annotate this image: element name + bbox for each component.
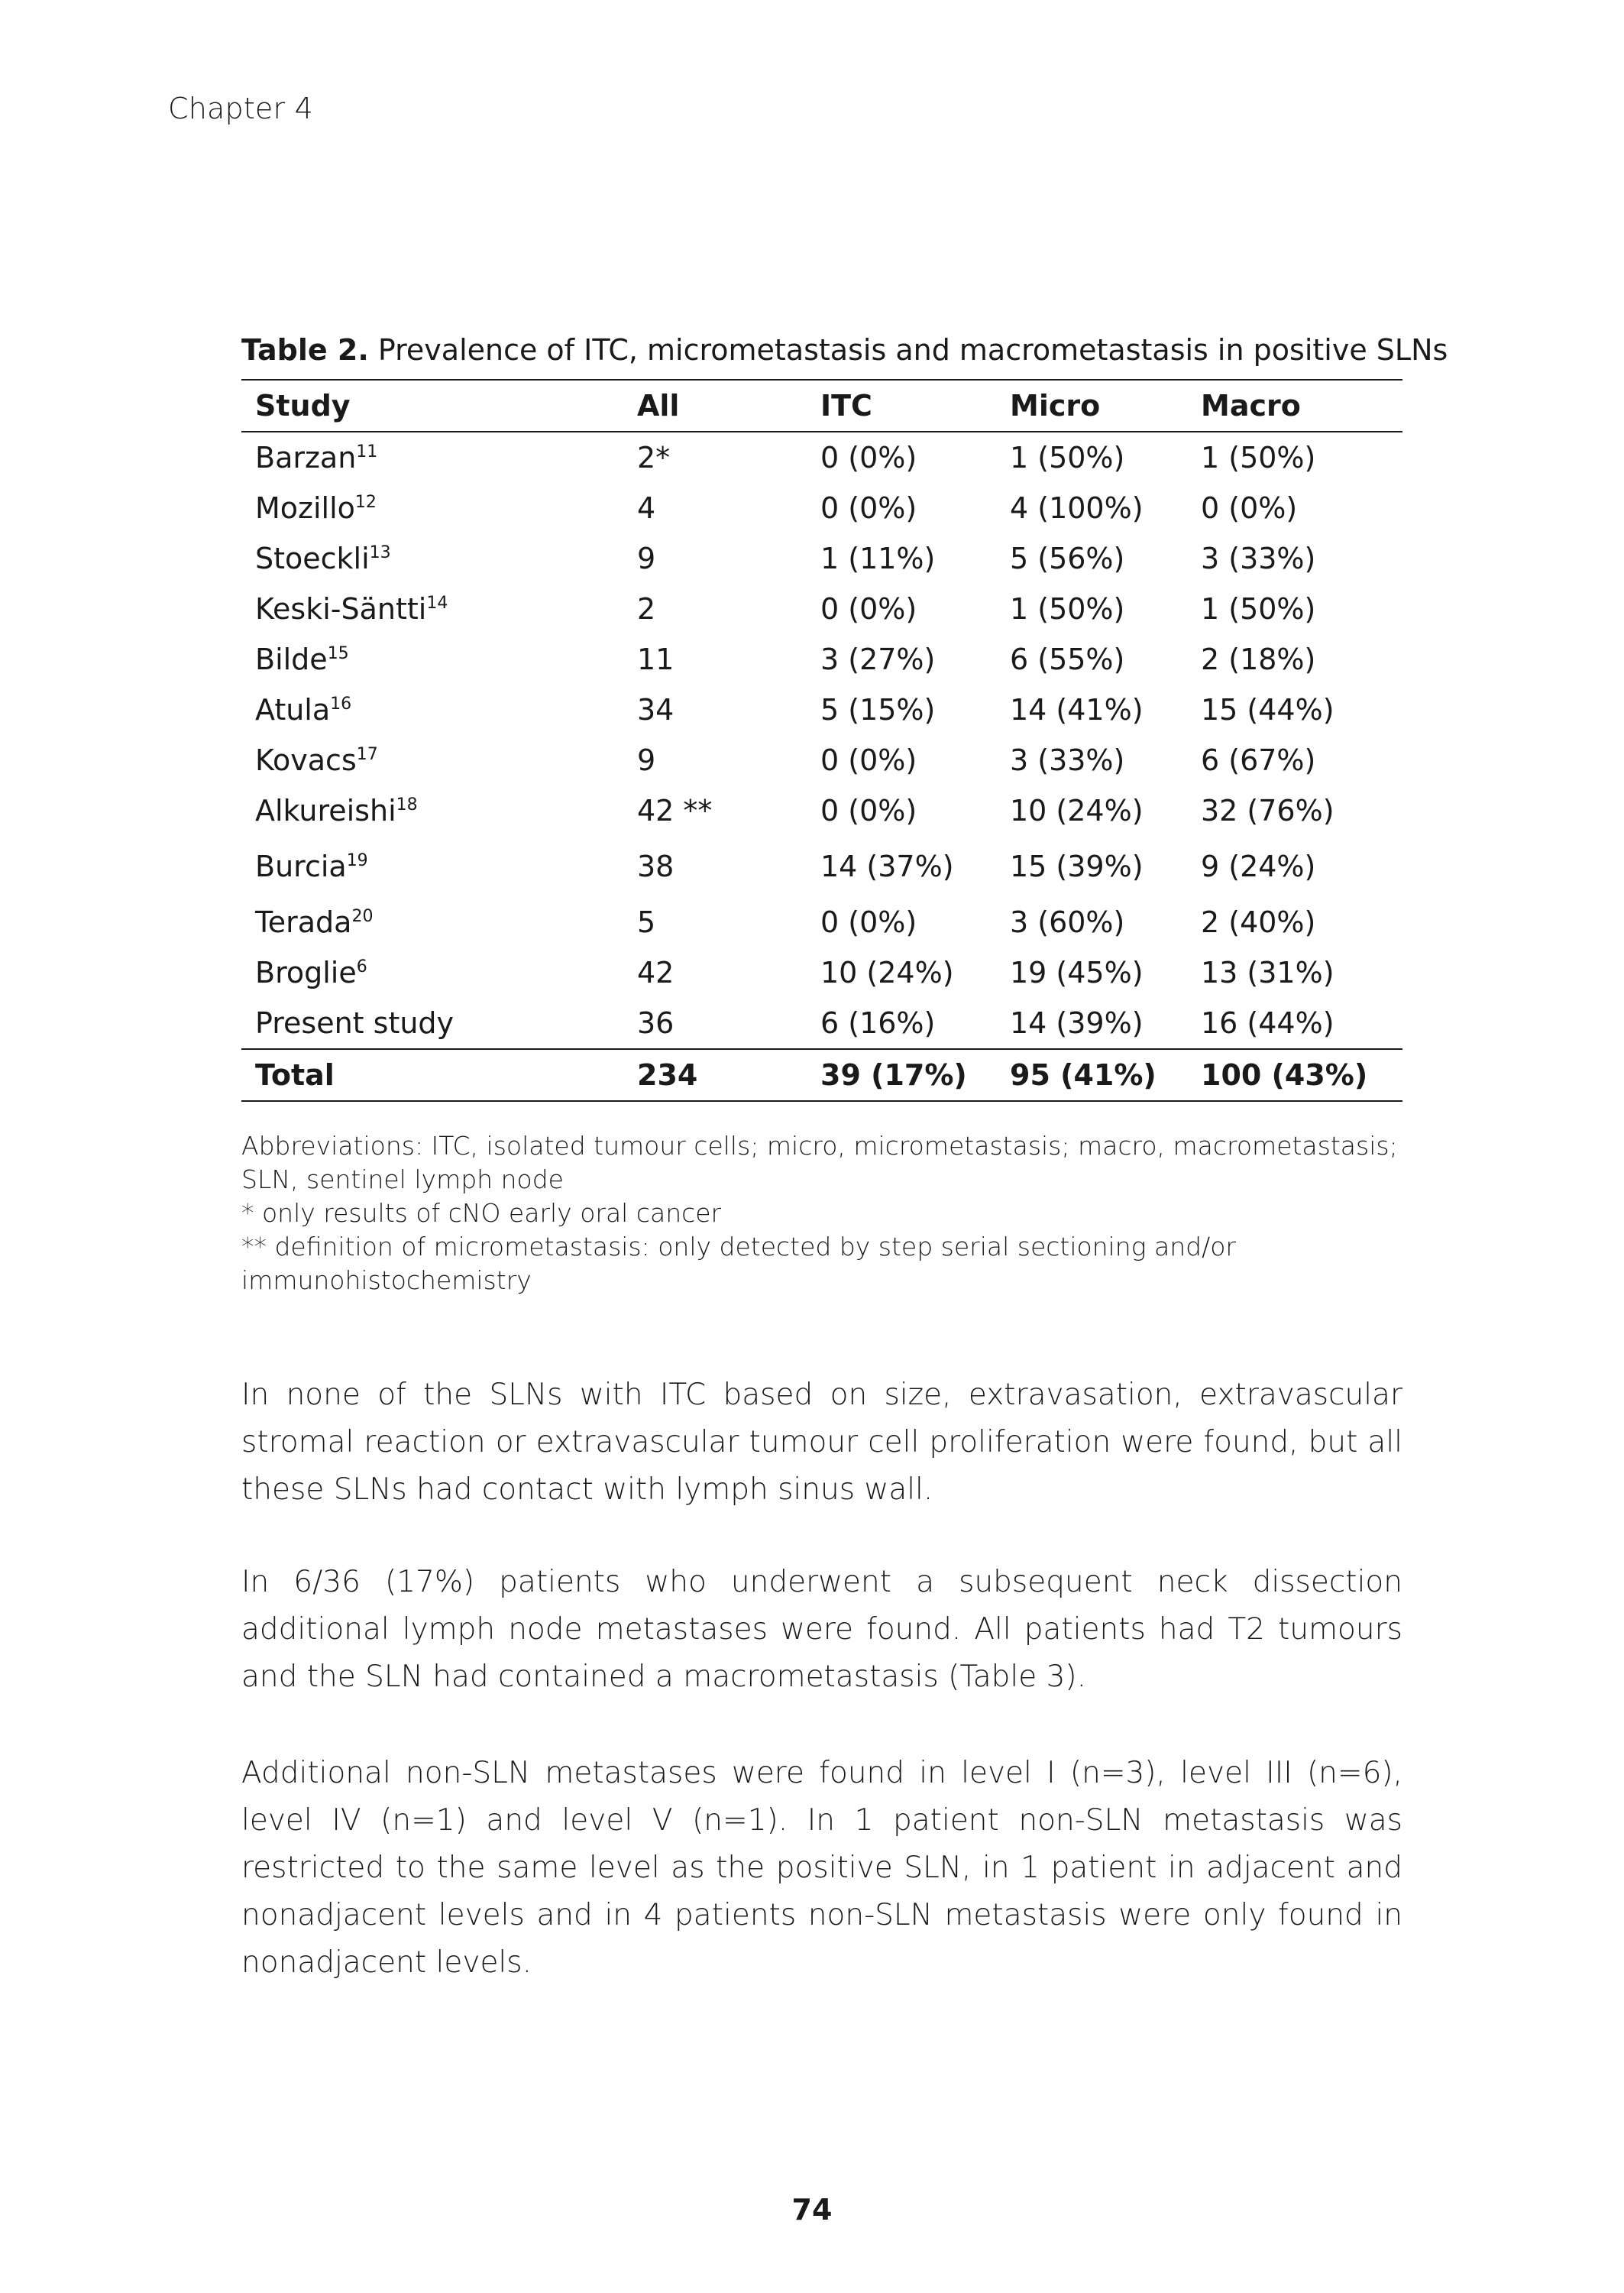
all-cell: 38 <box>637 850 675 883</box>
study-cell: Mozillo$^{12}$ <box>255 491 377 525</box>
table-row <box>241 483 1402 533</box>
micro-cell: 1 (50%) <box>1010 592 1125 626</box>
study-cell: Keski-Säntti$^{14}$ <box>255 592 448 626</box>
macro-cell: 15 (44%) <box>1201 693 1334 727</box>
total-micro-cell: 95 (41%) <box>996 1049 1187 1101</box>
column-header-all: All <box>623 380 807 432</box>
micro-cell: 19 (45%) <box>1010 956 1144 989</box>
reference-number: 14 <box>426 594 448 613</box>
table-total-row <box>241 1049 1402 1101</box>
reference-number: 20 <box>351 907 374 926</box>
reference-number: 17 <box>356 745 378 764</box>
table-row <box>241 432 1402 483</box>
all-cell: 9 <box>637 542 656 575</box>
micro-cell: 3 (60%) <box>1010 905 1125 939</box>
micro-cell: 14 (39%) <box>1010 1006 1144 1040</box>
itc-cell: 3 (27%) <box>820 643 936 676</box>
all-cell: 2 <box>637 592 656 626</box>
study-cell: Kovacs$^{17}$ <box>255 743 378 777</box>
reference-number: 16 <box>330 695 352 714</box>
study-cell: Broglie$^6$ <box>255 956 367 989</box>
table-row <box>241 533 1402 584</box>
table-row <box>241 685 1402 735</box>
macro-cell: 3 (33%) <box>1201 542 1316 575</box>
itc-cell: 0 (0%) <box>820 905 917 939</box>
table-footnotes <box>241 1129 1402 1297</box>
macro-cell: 1 (50%) <box>1201 441 1316 474</box>
study-cell: Bilde$^{15}$ <box>255 643 349 676</box>
micro-cell: 6 (55%) <box>1010 643 1125 676</box>
reference-number: 19 <box>346 851 368 870</box>
reference-number: 15 <box>327 644 349 663</box>
table-row <box>241 634 1402 685</box>
itc-cell: 6 (16%) <box>820 1006 936 1040</box>
all-cell: 4 <box>637 491 656 525</box>
macro-cell: 6 (67%) <box>1201 743 1316 777</box>
column-header-macro: Macro <box>1187 380 1402 432</box>
reference-number: 18 <box>396 795 418 815</box>
column-header-study: Study <box>241 380 623 432</box>
table-block <box>241 329 1448 1297</box>
footnote-abbreviations: Abbreviations: ITC, isolated tumour cells; micro, micrometastasis; macro, macrometastasis; <box>241 1131 1398 1161</box>
micro-cell: 10 (24%) <box>1010 794 1144 827</box>
micro-cell: 14 (41%) <box>1010 693 1144 727</box>
study-cell: Atula$^{16}$ <box>255 693 352 727</box>
page-number: 74 <box>791 2193 833 2227</box>
reference-number: 12 <box>354 493 377 512</box>
table-row <box>241 785 1402 836</box>
itc-cell: 0 (0%) <box>820 491 917 525</box>
total-macro-cell: 100 (43%) <box>1187 1049 1402 1101</box>
macro-cell: 2 (18%) <box>1201 643 1316 676</box>
reference-number: 6 <box>356 957 367 976</box>
table-row <box>241 947 1402 998</box>
itc-cell: 10 (24%) <box>820 956 954 989</box>
total-itc-cell: 39 (17%) <box>807 1049 996 1101</box>
table-row <box>241 998 1402 1049</box>
itc-cell: 0 (0%) <box>820 794 917 827</box>
total-label-cell: Total <box>241 1049 623 1101</box>
body-paragraph-1: In none of the SLNs with ITC based on size, extravasation, extravascular stromal reaction or extravascular tumour cell proliferation were found, but all these SLNs had contact with lymph sinus wall. <box>241 1378 1402 1507</box>
running-header: Chapter 4 <box>168 92 313 125</box>
macro-cell: 16 (44%) <box>1201 1006 1334 1040</box>
itc-cell: 0 (0%) <box>820 743 917 777</box>
table-caption <box>241 329 1448 371</box>
micro-cell: 5 (56%) <box>1010 542 1125 575</box>
itc-cell: 0 (0%) <box>820 441 917 474</box>
table-row <box>241 735 1402 785</box>
body-paragraph-3: Additional non-SLN metastases were found in level I (n=3), level III (n=6), level IV (n=1) and level V (n=1). In 1 patient non-SLN metastasis was restricted to the same level as the positive SLN, in 1 patient in adjacent and nonadjacent levels and in 4 patients non-SLN metastasis were only found in nonadjacent levels. <box>241 1756 1402 1980</box>
macro-cell: 32 (76%) <box>1201 794 1334 827</box>
study-cell: Barzan$^{11}$ <box>255 441 378 474</box>
all-cell: 11 <box>637 643 675 676</box>
body-paragraph-2: In 6/36 (17%) patients who underwent a subsequent neck dissection additional lymph node metastases were found. All patients had T2 tumours and the SLN had contained a macrometastasis (Table 3). <box>241 1565 1402 1694</box>
all-cell: 42 <box>637 956 675 989</box>
macro-cell: 9 (24%) <box>1201 850 1316 883</box>
macro-cell: 2 (40%) <box>1201 905 1316 939</box>
micro-cell: 3 (33%) <box>1010 743 1125 777</box>
table-row <box>241 836 1402 897</box>
all-cell: 34 <box>637 693 675 727</box>
micro-cell: 1 (50%) <box>1010 441 1125 474</box>
column-header-itc: ITC <box>807 380 996 432</box>
all-cell: 2* <box>637 441 671 474</box>
all-cell: 42 ** <box>637 794 713 827</box>
macro-cell: 13 (31%) <box>1201 956 1334 989</box>
footnote-double-asterisk: ** definition of micrometastasis: only detected by step serial sectioning and/or <box>241 1232 1236 1261</box>
itc-cell: 1 (11%) <box>820 542 936 575</box>
macro-cell: 1 (50%) <box>1201 592 1316 626</box>
column-header-micro: Micro <box>996 380 1187 432</box>
study-cell: Stoeckli$^{13}$ <box>255 542 391 575</box>
footnote-double-asterisk-continued: immunohistochemistry <box>241 1265 532 1295</box>
all-cell: 9 <box>637 743 656 777</box>
study-cell: Burcia$^{19}$ <box>255 850 368 883</box>
total-all-cell: 234 <box>623 1049 807 1101</box>
itc-cell: 14 (37%) <box>820 850 954 883</box>
study-cell: Alkureishi$^{18}$ <box>255 794 418 827</box>
macro-cell: 0 (0%) <box>1201 491 1298 525</box>
study-cell: Present study <box>255 1006 455 1040</box>
table-header-row <box>241 380 1402 432</box>
footnote-abbreviations-continued: SLN, sentinel lymph node <box>241 1164 564 1194</box>
micro-cell: 15 (39%) <box>1010 850 1144 883</box>
study-cell: Terada$^{20}$ <box>255 905 374 939</box>
table-caption-text: Prevalence of ITC, micrometastasis and macrometastasis in positive SLNs <box>377 333 1448 367</box>
reference-number: 11 <box>356 442 378 462</box>
table-row <box>241 897 1402 947</box>
footnote-single-asterisk: * only results of cNO early oral cancer <box>241 1198 722 1228</box>
prevalence-table <box>241 379 1402 1102</box>
all-cell: 36 <box>637 1006 675 1040</box>
itc-cell: 5 (15%) <box>820 693 936 727</box>
itc-cell: 0 (0%) <box>820 592 917 626</box>
reference-number: 13 <box>369 543 391 562</box>
table-row <box>241 584 1402 634</box>
micro-cell: 4 (100%) <box>1010 491 1144 525</box>
table-caption-label: Table 2. <box>241 333 369 367</box>
all-cell: 5 <box>637 905 656 939</box>
